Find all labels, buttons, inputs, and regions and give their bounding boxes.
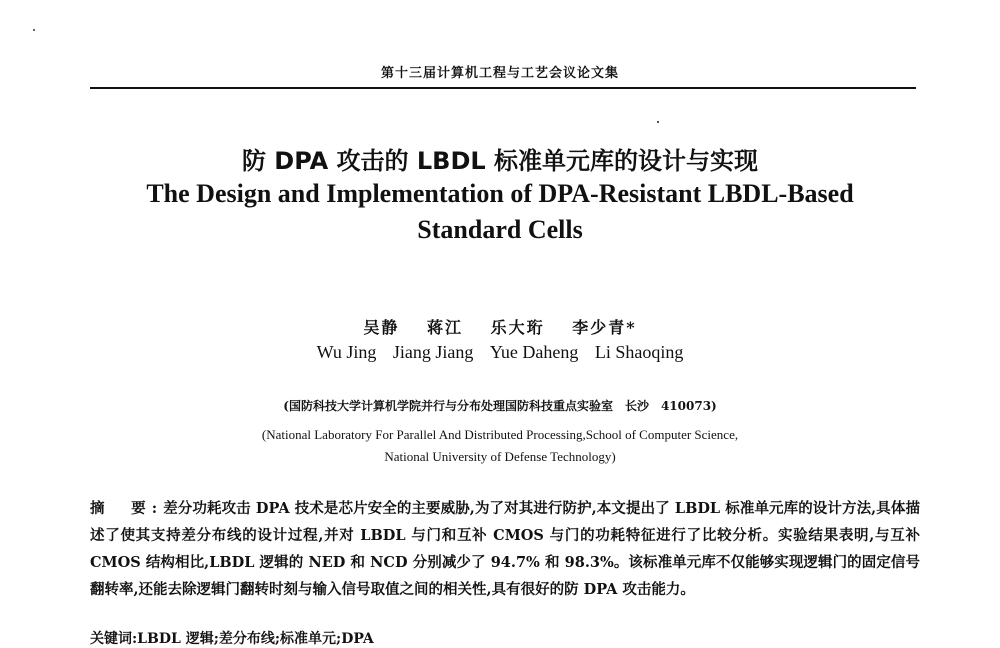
affiliation-english-line-1: (National Laboratory For Parallel And Distributed Processing,School of Computer Science,: [261, 427, 739, 442]
affiliation-chinese: (国防科技大学计算机学院并行与分布处理国防科技重点实验室 长沙 410073): [283, 399, 717, 413]
scan-dot: [657, 121, 659, 123]
author-en: Jiang Jiang: [392, 342, 474, 362]
scan-speck: [33, 29, 35, 31]
abstract-label: 摘 要:: [90, 500, 164, 517]
author-cn: 乐大珩: [490, 318, 545, 337]
authors-chinese: [0, 315, 1000, 338]
abstract-text: 差分功耗攻击 DPA 技术是芯片安全的主要威胁,为了对其进行防护,本文提出了 LBDL 标准单元库的设计方法,具体描述了使其支持差分布线的设计过程,并对 LBDL 与门和互补 CMOS 与门的功耗特征进行了比较分析。实验结果表明,与互补 CMOS 结构相比,LBDL 逻辑的 NED 和 NCD 分别减少了 94.7% 和 98.3%。该标准单元库不仅能够实现逻辑门的固定信号翻转率,还能去除逻辑门翻转时刻与输入信号取值之间的相关性,具有很好的防 DPA 攻击能力。: [90, 500, 920, 598]
author-en: Li Shaoqing: [594, 342, 684, 362]
authors-english: [0, 342, 1000, 363]
author-cn: 李少青*: [572, 318, 637, 337]
running-header: 第十三届计算机工程与工艺会议论文集: [380, 66, 619, 81]
author-cn: 吴静: [363, 318, 400, 337]
abstract: [90, 495, 920, 603]
author-en: Yue Daheng: [489, 342, 579, 362]
title-english-line-1: The Design and Implementation of DPA-Resistant LBDL-Based: [146, 179, 854, 208]
affiliation-english: [0, 424, 1000, 468]
author-cn: 蒋江: [427, 318, 464, 337]
author-en: Wu Jing: [316, 342, 377, 362]
title-chinese: 防 DPA 攻击的 LBDL 标准单元库的设计与实现: [241, 147, 759, 175]
keywords-partial: 关键词:LBDL 逻辑;差分布线;标准单元;DPA: [90, 631, 374, 647]
title-english-line-2: Standard Cells: [417, 215, 583, 244]
title-english: [0, 176, 1000, 248]
affiliation-english-line-2: National University of Defense Technology): [384, 449, 616, 464]
header-rule: [90, 87, 916, 89]
